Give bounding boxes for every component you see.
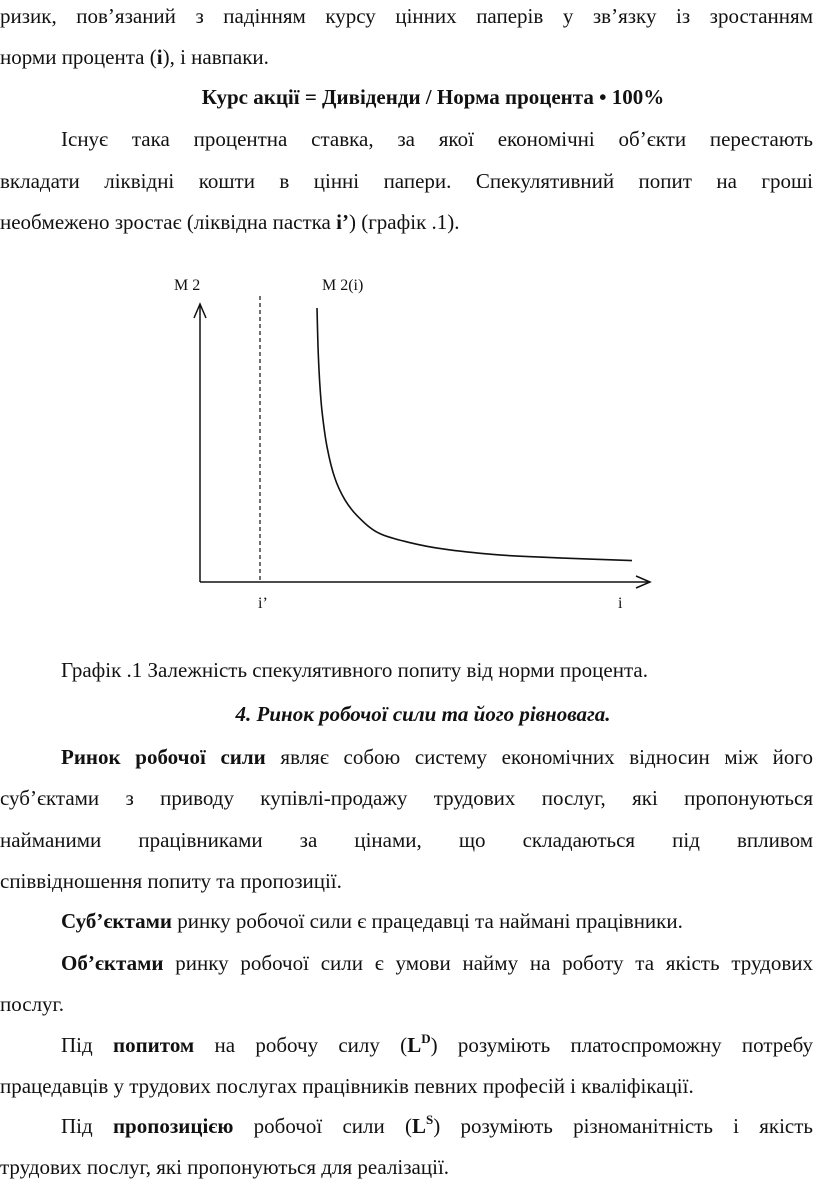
market-line-2: суб’єктами з приводу купівлі-продажу трудових послуг, які пропонуються	[0, 786, 813, 810]
trap-line-2: вкладати ліквідні кошти в цінні папери. Спекулятивний попит на гроші	[0, 169, 813, 193]
x-axis-label: i	[618, 595, 623, 612]
subjects-line: Суб’єктами ринку робочої сили є працедавці та наймані працівники.	[61, 909, 683, 933]
chart-caption: Графік .1 Залежність спекулятивного попиту від норми процента.	[61, 658, 648, 682]
supply-line-2: трудових послуг, які пропонуються для реалізації.	[0, 1155, 450, 1179]
trap-line-1: Існує така процентна ставка, за якої економічні об’єкти перестають	[61, 127, 813, 151]
liquidity-trap-chart	[0, 260, 816, 620]
series-line-m2	[317, 308, 632, 561]
market-line-4: співвідношення попиту та пропозиції.	[0, 869, 342, 893]
supply-line-1: Під пропозицією робочої сили $(L^S)$ розуміють різноманітність і якість	[61, 1112, 813, 1138]
market-line-1: Ринок робочої сили являє собою систему економічних відносин між його	[61, 745, 813, 769]
curve-label: M 2(i)	[322, 277, 364, 294]
intro-line-1: ризик, пов’язаний з падінням курсу цінних паперів у зв’язку із зростанням	[0, 4, 813, 28]
objects-line-2: послуг.	[0, 992, 65, 1016]
objects-line-1: Об’єктами ринку робочої сили є умови найму на роботу та якість трудових	[61, 951, 813, 975]
y-axis-label: M 2	[174, 277, 201, 294]
vline-label: i’	[258, 595, 268, 612]
trap-line-3: необмежено зростає (ліквідна пастка і’) (графік .1).	[0, 210, 460, 234]
demand-line-1: Під попитом на робочу силу $(L^D)$ розуміють платоспроможну потребу	[61, 1031, 814, 1057]
formula: Курс акції = Дивіденди / Норма процента • 100%	[201, 85, 665, 109]
demand-line-2: працедавців у трудових послугах працівників певних професій і кваліфікації.	[0, 1074, 694, 1098]
section-heading: 4. Ринок робочої сили та його рівновага.	[235, 702, 611, 726]
intro-line-2: норми процента (i), і навпаки.	[0, 45, 269, 69]
market-line-3: найманими працівниками за цінами, що складаються під впливом	[0, 828, 813, 852]
